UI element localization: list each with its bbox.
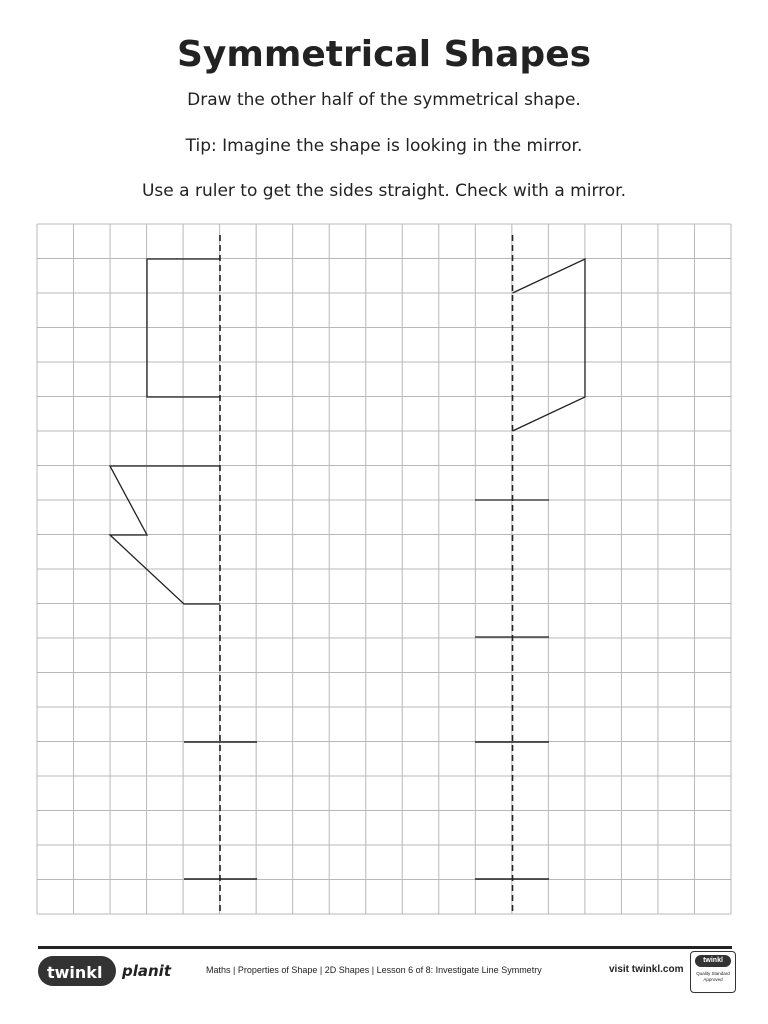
tip-text: Tip: Imagine the shape is looking in the mirror. — [185, 136, 583, 156]
twinkl-logo-icon — [38, 956, 116, 986]
badge-caption: Quality Standard Approved — [696, 971, 730, 982]
page-title: Symmetrical Shapes — [176, 34, 592, 75]
instruction-text: Draw the other half of the symmetrical shape. — [187, 90, 581, 110]
logo-suffix: planit — [122, 962, 171, 980]
quality-badge-icon — [690, 951, 736, 993]
breadcrumb: Maths | Properties of Shape | 2D Shapes | Lesson 6 of 8: Investigate Line Symmetry — [206, 965, 542, 975]
grid-lines — [37, 224, 731, 914]
visit-link[interactable]: visit twinkl.com — [609, 964, 684, 975]
twinkl-planit-logo — [38, 954, 188, 988]
footer-divider — [38, 946, 732, 949]
logo-text: twinkl — [47, 963, 103, 982]
badge-title: twinkl — [695, 955, 731, 967]
ruler-note-text: Use a ruler to get the sides straight. Check with a mirror. — [141, 181, 626, 201]
